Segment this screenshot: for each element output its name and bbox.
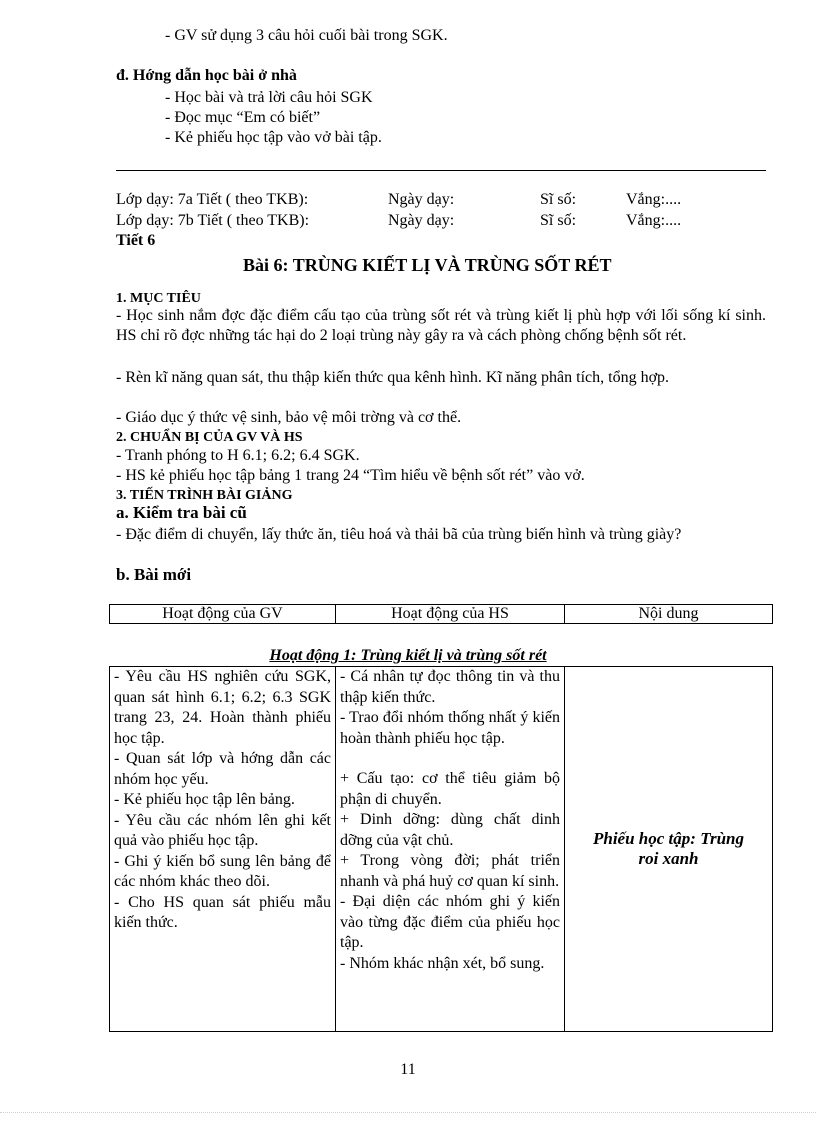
page-bottom-border [0, 1112, 816, 1113]
activity-1-table [109, 666, 773, 1032]
hs-activity: + Trong vòng đời; phát triển nhanh và phá huỷ cơ quan kí sinh. [340, 852, 560, 890]
hs-activity: + Cấu tạo: cơ thể tiêu giảm bộ phận di chuyển. [340, 770, 560, 808]
period-label: Tiết 6 [116, 232, 156, 249]
schedule-row-7a [116, 190, 776, 210]
homework-item: - Đọc mục “Em có biết” [165, 109, 321, 126]
gv-activity: - Ghi ý kiến bổ sung lên bảng để các nhóm khác theo dõi. [114, 852, 331, 890]
hs-activity: - Đại diện các nhóm ghi ý kiến vào từng đặc điểm của phiếu học tập. [340, 893, 560, 951]
date-label: Ngày dạy: [388, 212, 455, 229]
homework-item: - Học bài và trả lời câu hỏi SGK [165, 89, 373, 106]
gv-activity: - Yêu cầu các nhóm lên ghi kết quả vào phiếu học tập. [114, 811, 331, 849]
gv-questions-line: - GV sử dụng 3 câu hỏi cuối bài trong SGK. [165, 27, 448, 44]
class-label: Lớp dạy: 7b Tiết ( theo TKB): [116, 212, 310, 229]
homework-item: - Kẻ phiếu học tập vào vở bài tập. [165, 129, 382, 146]
subsection-old-lesson: a. Kiểm tra bài cũ [116, 503, 247, 522]
preparation-item: - HS kẻ phiếu học tập bảng 1 trang 24 “Tìm hiểu về bệnh sốt rét” vào vở. [116, 467, 585, 484]
activity-header-table [109, 604, 773, 624]
absent-label: Vắng:.... [626, 212, 682, 229]
gv-activity: - Cho HS quan sát phiếu mẫu kiến thức. [114, 893, 331, 931]
hs-activity: - Trao đổi nhóm thống nhất ý kiến hoàn thành phiếu học tập. [340, 709, 560, 747]
date-label: Ngày dạy: [388, 191, 455, 208]
preparation-item: - Tranh phóng to H 6.1; 6.2; 6.4 SGK. [116, 447, 360, 464]
gv-activity: - Kẻ phiếu học tập lên bảng. [114, 791, 295, 808]
attendance-label: Sĩ số: [540, 191, 577, 208]
section-preparation-heading: 2. CHUẨN BỊ CỦA GV VÀ HS [116, 430, 303, 445]
attendance-label: Sĩ số: [540, 212, 577, 229]
header-content: Nội dung [565, 605, 773, 624]
old-lesson-question: - Đặc điểm di chuyển, lấy thức ăn, tiêu hoá và thải bã của trùng biến hình và trùng giày? [116, 526, 682, 543]
hs-activity: + Dinh dỡng: dùng chất dinh dỡng của vật chủ. [340, 811, 560, 849]
absent-label: Vắng:.... [626, 191, 682, 208]
section-process-heading: 3. TIẾN TRÌNH BÀI GIẢNG [116, 488, 293, 503]
content-cell [565, 667, 773, 1032]
class-label: Lớp dạy: 7a Tiết ( theo TKB): [116, 191, 309, 208]
gv-activity: - Yêu cầu HS nghiên cứu SGK, quan sát hình 6.1; 6.2; 6.3 SGK trang 23, 24. Hoàn thành phiếu học tập. [114, 668, 331, 747]
section-objectives-heading: 1. MỤC TIÊU [116, 291, 201, 306]
hs-activities-cell [336, 667, 565, 1032]
gv-activities-cell [110, 667, 336, 1032]
hs-activity: - Cá nhân tự đọc thông tin và thu thập kiến thức. [340, 668, 560, 706]
page-number: 11 [400, 1061, 416, 1078]
activity-1-title: Hoạt động 1: Trùng kiết lị và trùng sốt rét [269, 647, 547, 664]
header-hs: Hoạt động của HS [336, 605, 565, 624]
hs-activity: - Nhóm khác nhận xét, bổ sung. [340, 954, 545, 972]
schedule-row-7b [116, 211, 776, 231]
subsection-new-lesson: b. Bài mới [116, 565, 192, 584]
objective-attitude: - Giáo dục ý thức vệ sinh, bảo vệ môi trờng và cơ thể. [116, 409, 462, 426]
gv-activity: - Quan sát lớp và hớng dẫn các nhóm học yếu. [114, 750, 331, 788]
header-gv: Hoạt động của GV [110, 605, 336, 624]
lesson-name: TRÙNG KIẾT LỊ VÀ TRÙNG SỐT RÉT [292, 255, 612, 275]
lesson-title [243, 254, 611, 276]
objective-skills: - Rèn kĩ năng quan sát, thu thập kiến thức qua kênh hình. Kĩ năng phân tích, tổng hợp. [116, 369, 670, 386]
lesson-number: Bài 6: [243, 255, 289, 275]
objective-knowledge: - Học sinh nắm đợc đặc điểm cấu tạo của trùng sốt rét và trùng kiết lị phù hợp với lối sống kí sinh. HS chỉ rõ đợc những tác hại do 2 loại trùng này gây ra và cách phòng chống bệnh sốt rét. [116, 307, 766, 344]
worksheet-title: Phiếu học tập: Trùng roi xanh [593, 829, 744, 868]
divider-line [116, 170, 766, 171]
homework-heading: đ. Hớng dẫn học bài ở nhà [116, 67, 297, 84]
